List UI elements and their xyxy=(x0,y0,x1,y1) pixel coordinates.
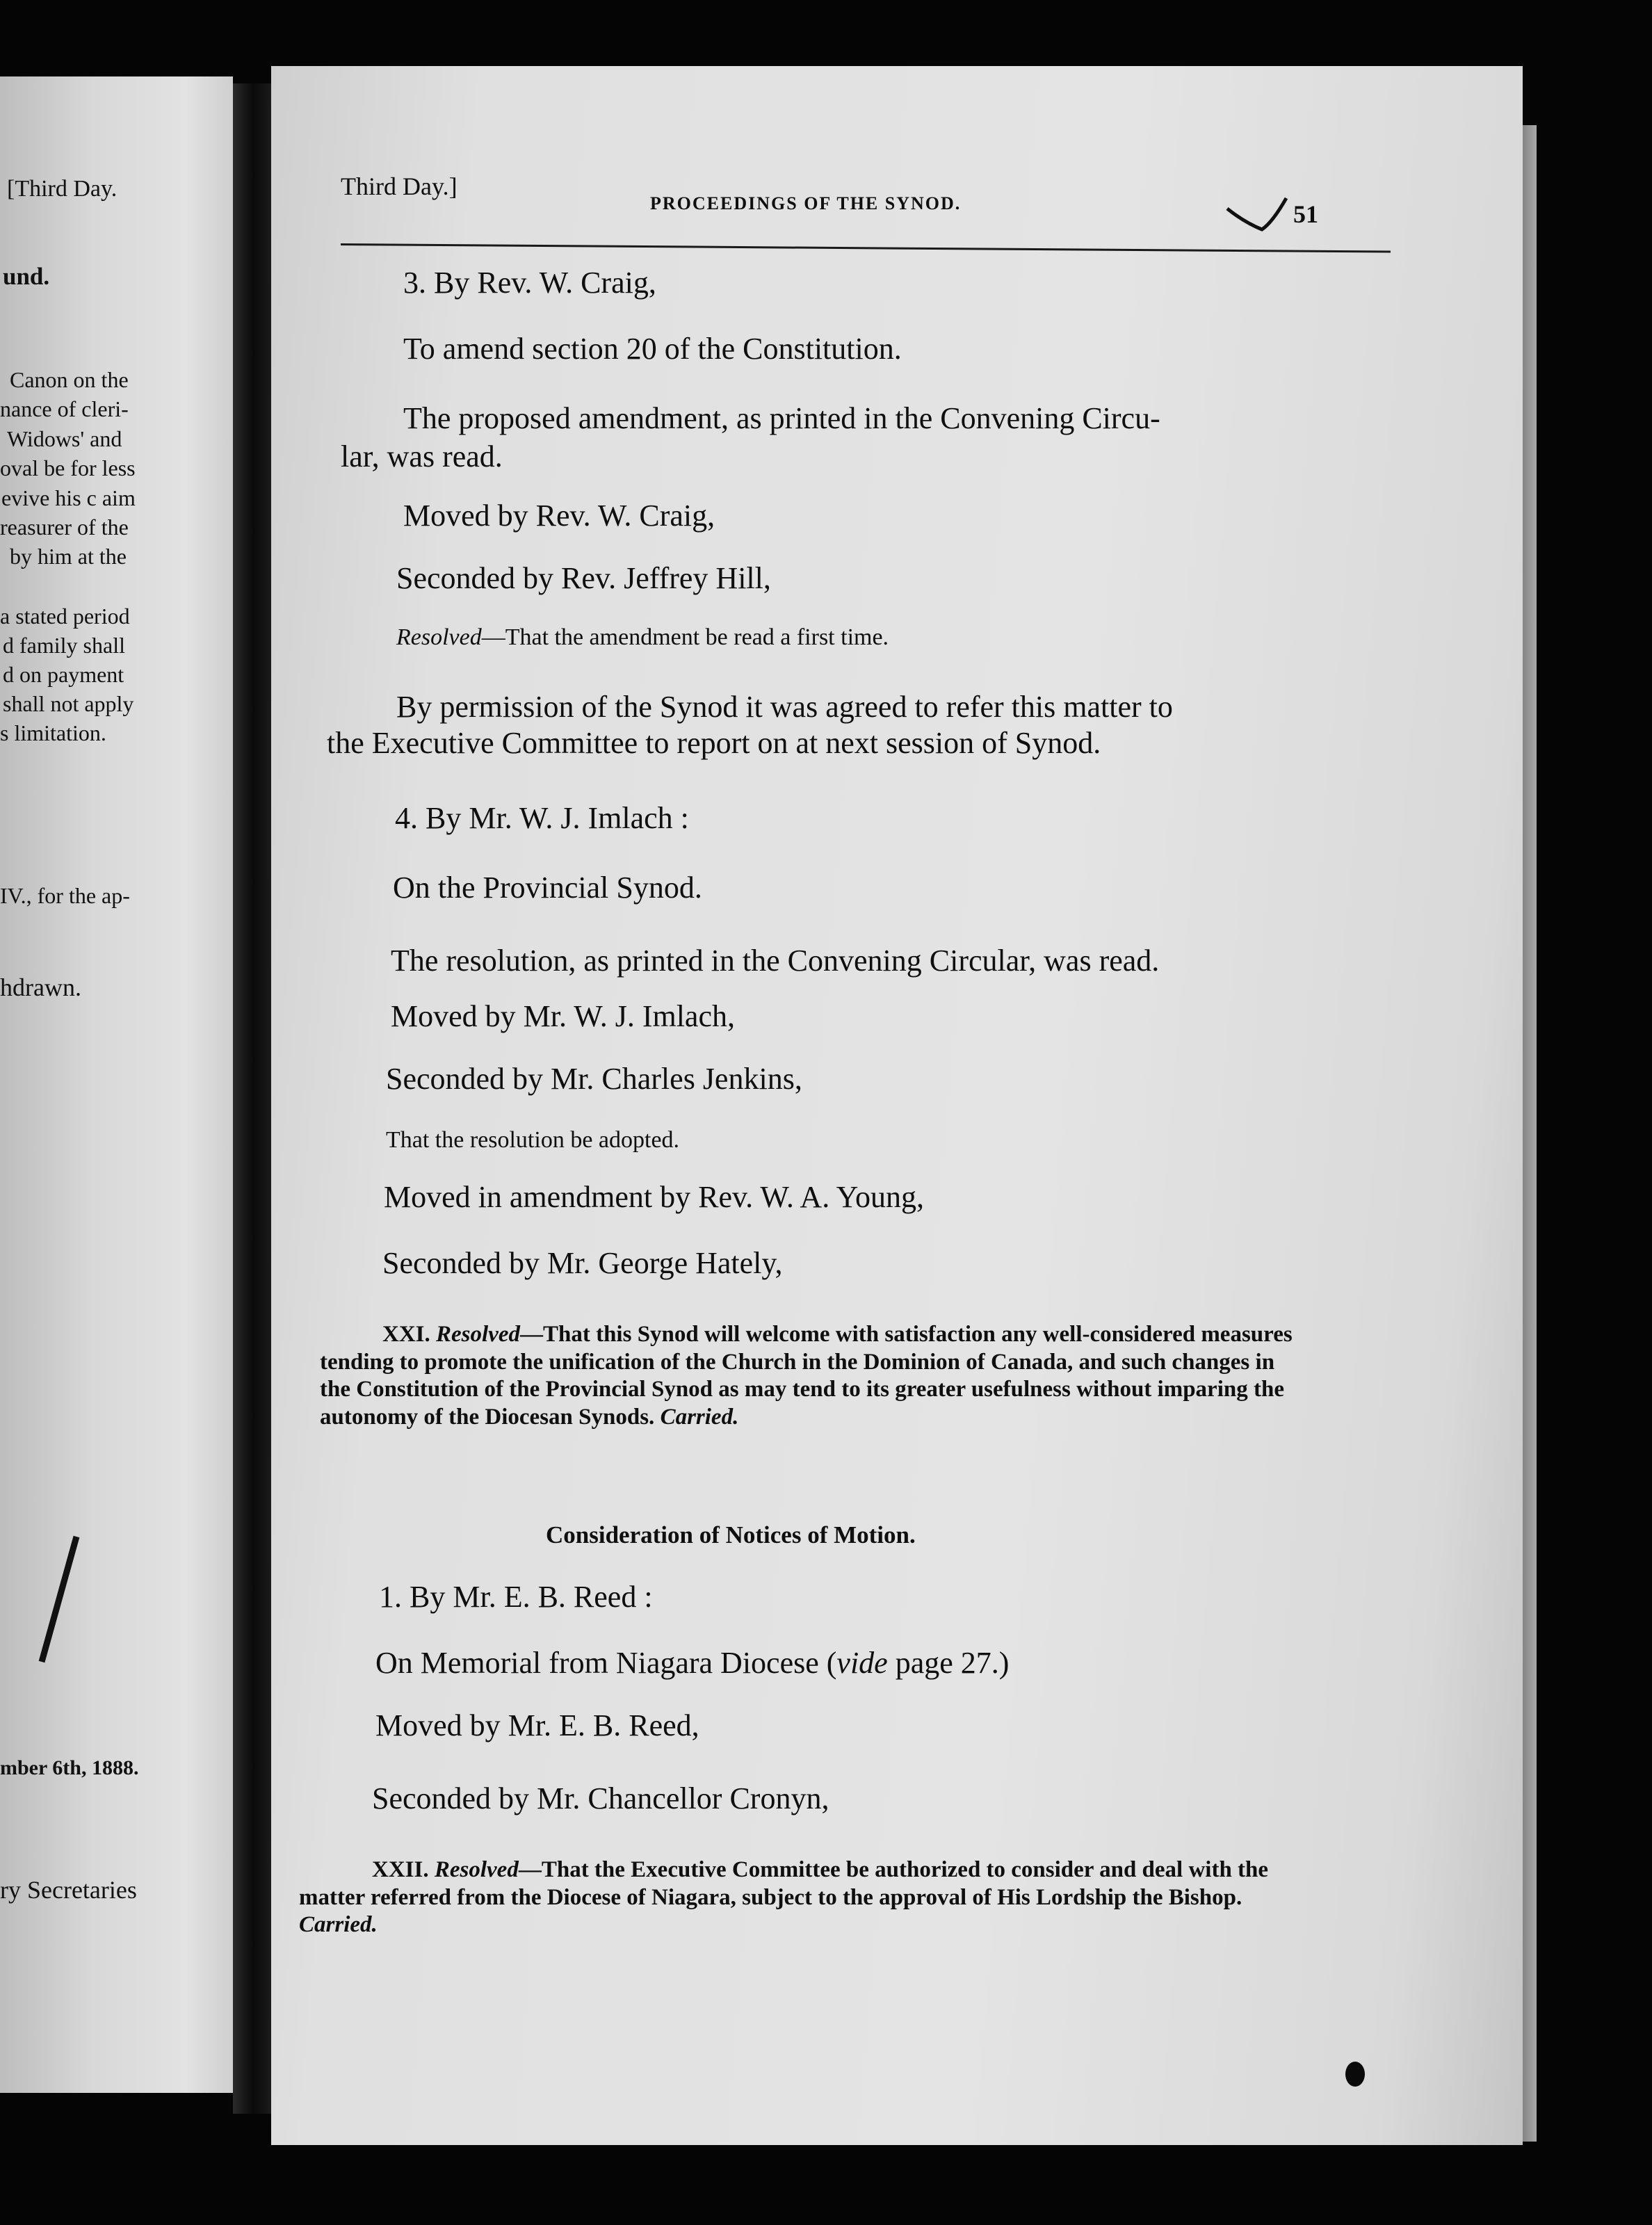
item4-amendment-seconded: Seconded by Mr. George Hately, xyxy=(382,1246,783,1280)
item4-adopted: That the resolution be adopted. xyxy=(386,1127,680,1153)
resolution-text: —That this Synod will welcome with satisfaction any well-considered measures tending to promote the unification of the Church in the Dominion of Canada, and such changes in the Constitution of the Provincial Synod as may tend to its greater usefulness without imparing the autonomy of the Diocesan Synods. xyxy=(320,1322,1293,1430)
left-page-header: [Third Day. xyxy=(7,176,118,202)
notice1-subject: On Memorial from Niagara Diocese (vide page 27.) xyxy=(375,1646,1010,1680)
left-page-line: IV., for the ap- xyxy=(0,883,130,908)
left-page-line: reasurer of the xyxy=(0,515,129,540)
pencil-mark-icon xyxy=(28,1530,83,1669)
left-page-line: evive his c aim xyxy=(1,485,136,510)
left-page-line: a stated period xyxy=(0,604,130,629)
notice1-moved: Moved by Mr. E. B. Reed, xyxy=(375,1708,699,1742)
item3-permission-line2: the Executive Committee to report on at next session of Synod. xyxy=(327,726,1101,760)
left-page-line: ry Secretaries xyxy=(0,1876,137,1904)
left-page-line: d family shall xyxy=(3,633,125,658)
resolution-xxi xyxy=(320,1321,1307,1431)
left-page-line: und. xyxy=(3,263,50,290)
notice1-title: 1. By Mr. E. B. Reed : xyxy=(379,1580,653,1614)
left-page-line: nance of cleri- xyxy=(0,396,129,421)
left-page-line: mber 6th, 1888. xyxy=(0,1756,139,1779)
item3-read-line1: The proposed amendment, as printed in the Convening Circu- xyxy=(403,401,1160,435)
item3-seconded: Seconded by Rev. Jeffrey Hill, xyxy=(396,561,771,595)
left-page-line: by him at the xyxy=(10,544,127,569)
resolved-text: —That the amendment be read a first time. xyxy=(481,624,889,650)
item3-resolution xyxy=(396,626,889,649)
left-page-line: d on payment xyxy=(3,662,124,687)
resolved-label: Resolved xyxy=(434,1857,519,1882)
checkmark-icon xyxy=(1224,195,1300,243)
book-gutter xyxy=(233,83,275,2114)
section-heading: Consideration of Notices of Motion. xyxy=(546,1521,916,1548)
item4-read: The resolution, as printed in the Convening Circular, was read. xyxy=(391,944,1160,978)
item4-moved: Moved by Mr. W. J. Imlach, xyxy=(391,999,735,1033)
page-number: 51 xyxy=(1293,200,1318,228)
item3-permission-line1: By permission of the Synod it was agreed to refer this matter to xyxy=(396,690,1173,724)
item4-title: 4. By Mr. W. J. Imlach : xyxy=(395,801,689,835)
running-head-left: Third Day.] xyxy=(341,172,457,200)
item3-subject: To amend section 20 of the Constitution. xyxy=(403,332,902,366)
resolution-number: XXI. xyxy=(382,1322,430,1347)
left-page xyxy=(0,76,233,2093)
carried-label: Carried. xyxy=(299,1912,378,1938)
header-rule xyxy=(341,243,1391,253)
resolution-text: —That the Executive Committee be authorized to consider and deal with the matter referred from the Diocese of Niagara, subject to the approval of His Lordship the Bishop. xyxy=(299,1857,1269,1910)
ink-spot-icon xyxy=(1345,2062,1365,2087)
left-page-line: hdrawn. xyxy=(0,973,81,1001)
left-page-line: s limitation. xyxy=(0,720,106,745)
right-page xyxy=(271,66,1523,2145)
resolution-number: XXII. xyxy=(372,1857,429,1882)
item3-moved: Moved by Rev. W. Craig, xyxy=(403,499,715,533)
resolved-label: Resolved xyxy=(396,624,482,650)
left-page-line: oval be for less xyxy=(0,455,136,480)
item3-read-line2: lar, was read. xyxy=(341,439,503,474)
notice1-seconded: Seconded by Mr. Chancellor Cronyn, xyxy=(372,1781,829,1815)
left-page-line: Canon on the xyxy=(10,367,129,392)
resolution-xxii xyxy=(299,1856,1314,1939)
left-page-line: shall not apply xyxy=(3,691,134,716)
item4-seconded: Seconded by Mr. Charles Jenkins, xyxy=(386,1062,802,1096)
item3-title: 3. By Rev. W. Craig, xyxy=(403,266,656,300)
item4-subject: On the Provincial Synod. xyxy=(393,871,702,905)
resolved-label: Resolved xyxy=(436,1322,520,1347)
carried-label: Carried. xyxy=(660,1404,739,1430)
item4-amendment: Moved in amendment by Rev. W. A. Young, xyxy=(384,1180,924,1214)
running-head-title: PROCEEDINGS OF THE SYNOD. xyxy=(650,193,962,213)
left-page-line: Widows' and xyxy=(7,426,122,451)
